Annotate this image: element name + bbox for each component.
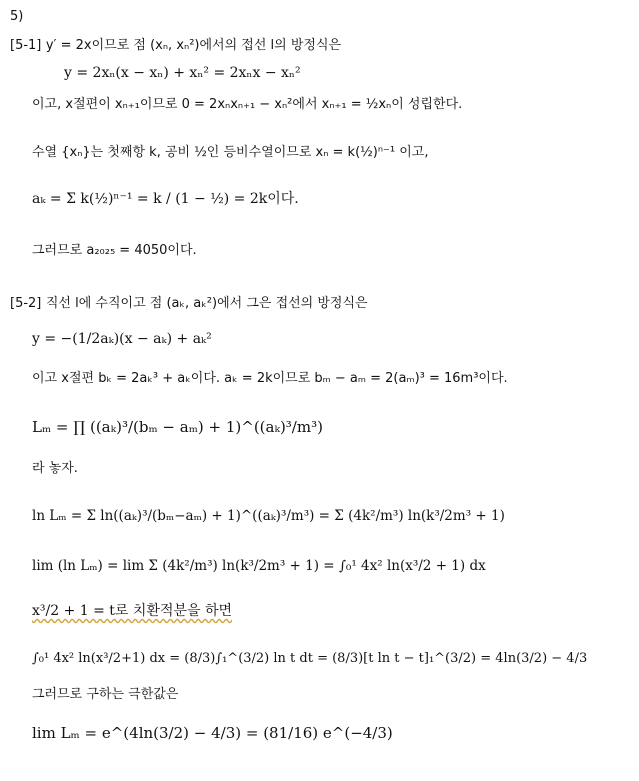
part2-intro-line <box>10 296 368 310</box>
part1-intro: y′ = 2x이므로 점 (xₙ, xₙ²)에서의 접선 l의 방정식은 <box>45 38 342 53</box>
part1-tag: [5-1] <box>10 38 42 53</box>
part2-tag: [5-2] <box>10 296 42 311</box>
tangent-equation: y = 2xₙ(x − xₙ) + xₙ² = 2xₙx − xₙ² <box>64 65 301 81</box>
log-line: ln Lₘ = Σ ln((aₖ)³/(bₘ−aₘ) + 1)^((aₖ)³/m³) = Σ (4k²/m³) ln(k³/2m³ + 1) <box>32 508 505 524</box>
integral-line: ∫₀¹ 4x² ln(x³/2+1) dx = (8/3)∫₁^(3/2) ln t dt = (8/3)[t ln t − t]₁^(3/2) = 4ln(3/2) − 4/3 <box>32 651 588 666</box>
x-intercept-line: 이고, x절편이 xₙ₊₁이므로 0 = 2xₙxₙ₊₁ − xₙ²에서 xₙ₊₁ = ½xₙ이 성립한다. <box>32 97 463 112</box>
limit-line: lim (ln Lₘ) = lim Σ (4k²/m³) ln(k³/2m³ + 1) = ∫₀¹ 4x² ln(x³/2 + 1) dx <box>32 558 486 574</box>
therefore-line: 그러므로 구하는 극한값은 <box>32 687 179 702</box>
part1-conclusion: 그러므로 a₂₀₂₅ = 4050이다. <box>32 243 197 258</box>
normal-equation: y = −(1/2aₖ)(x − aₖ) + aₖ² <box>32 331 212 347</box>
sequence-line: 수열 {xₙ}는 첫째항 k, 공비 ½인 등비수열이므로 xₙ = k(½)ⁿ⁻¹ 이고, <box>32 145 429 160</box>
problem-number: 5) <box>10 9 24 24</box>
substitution-text: x³/2 + 1 = t로 치환적분을 하면 <box>32 603 233 619</box>
part2-intro: 직선 l에 수직이고 점 (aₖ, aₖ²)에서 그은 접선의 방정식은 <box>45 296 368 311</box>
substitution-line <box>32 604 232 618</box>
part1-intro-line <box>10 38 341 52</box>
let-line: 라 놓자. <box>32 461 78 476</box>
sum-line: aₖ = Σ k(½)ⁿ⁻¹ = k / (1 − ½) = 2k이다. <box>32 191 299 207</box>
intercept-line: 이고 x절편 bₖ = 2aₖ³ + aₖ이다. aₖ = 2k이므로 bₘ − aₘ = 2(aₘ)³ = 16m³이다. <box>32 371 508 386</box>
final-answer: lim Lₘ = e^(4ln(3/2) − 4/3) = (81/16) e^(−4/3) <box>32 724 393 742</box>
product-definition: Lₘ = ∏ ((aₖ)³/(bₘ − aₘ) + 1)^((aₖ)³/m³) <box>32 418 323 436</box>
